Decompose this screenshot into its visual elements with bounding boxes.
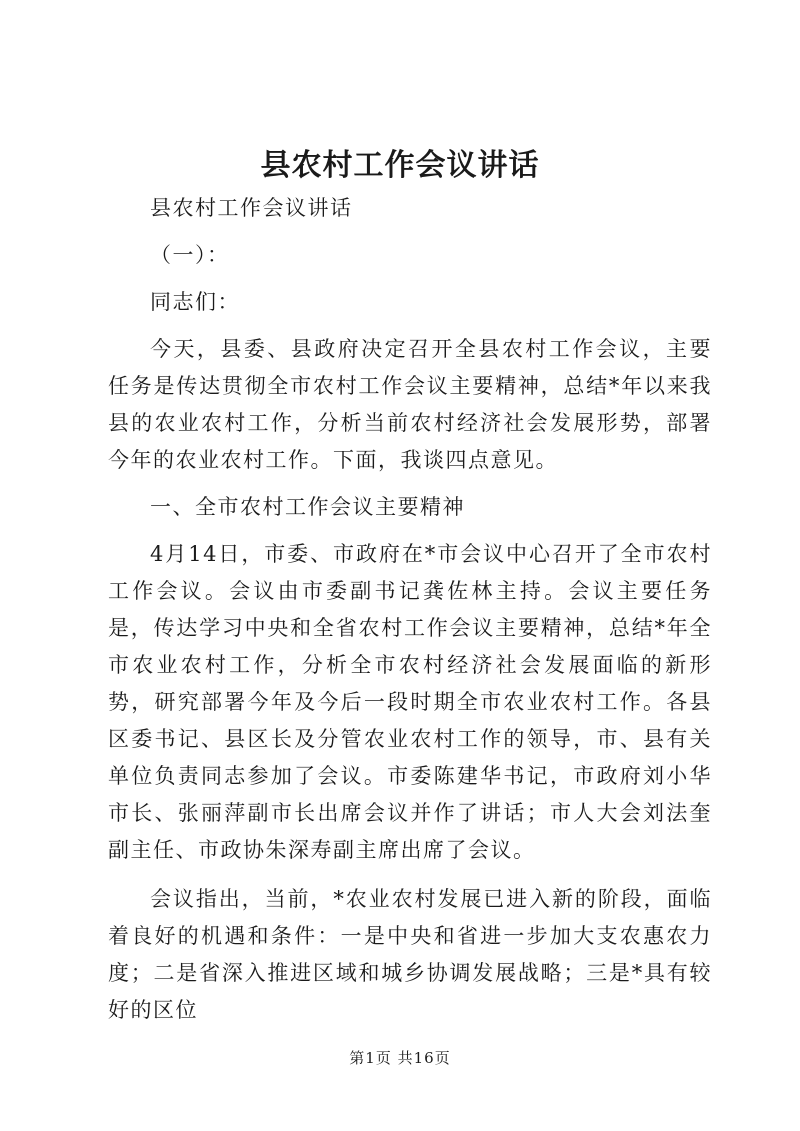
subtitle-paragraph: 县农村工作会议讲话 [150,196,353,220]
salutation-paragraph: 同志们： [150,290,240,314]
page-number-footer: 第1页 共16页 [349,1049,451,1067]
section-marker-paragraph: （一）： [150,243,230,267]
meeting-points-paragraph: 会议指出，当前，*农业农村发展已进入新的阶段，面临着良好的机遇和条件：一是中央和省进一步加大支农惠农力度；二是省深入推进区域和城乡协调发展战略；三是*具有较好的区位 [108,887,712,1022]
document-body [108,190,712,1029]
meeting-summary-paragraph: 4月14日，市委、市政府在*市会议中心召开了全市农村工作会议。会议由市委副书记龚佐林主持。会议主要任务是，传达学习中央和全省农村工作会议主要精神，总结*年全市农业农村工作，分析全市农村经济社会发展面临的新形势，研究部署今年及今后一段时期全市农业农村工作。各县区委书记、县区长及分管农业农村工作的领导，市、县有关单位负责同志参加了会议。市委陈建华书记，市政府刘小华市长、张丽萍副市长出席会议并作了讲话；市人大会刘法奎副主任、市政协朱深寿副主席出席了会议。 [108,542,712,862]
page-title: 县农村工作会议讲话 [260,148,540,183]
intro-paragraph: 今天，县委、县政府决定召开全县农村工作会议，主要任务是传达贯彻全市农村工作会议主要精神，总结*年以来我县的农业农村工作，分析当前农村经济社会发展形势，部署今年的农业农村工作。下面，我谈四点意见。 [108,337,712,472]
section-heading-paragraph: 一、全市农村工作会议主要精神 [150,495,465,519]
